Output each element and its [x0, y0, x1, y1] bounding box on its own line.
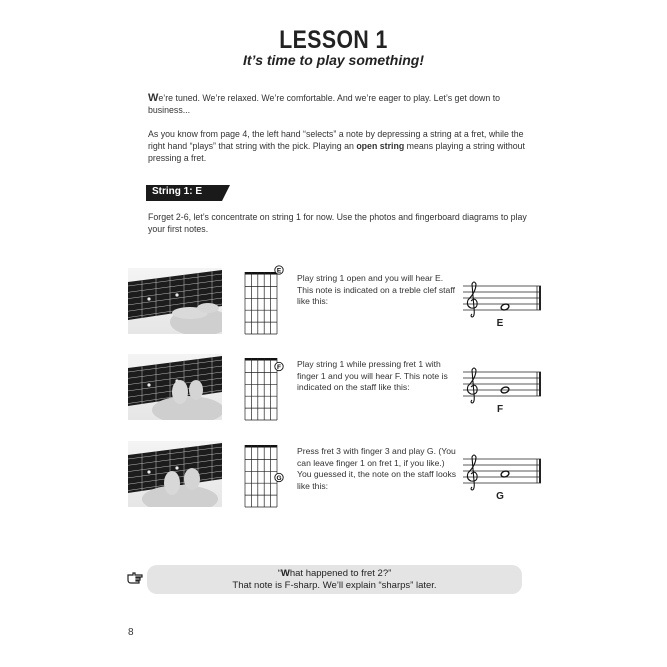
callout-question-text: hat happened to fret 2?”: [289, 568, 392, 579]
callout-answer: That note is F-sharp. We’ll explain “sharps” later.: [232, 580, 437, 591]
fingering-photo: [128, 354, 222, 420]
fingerboard-diagram: [243, 264, 287, 336]
callout-quote-open: “: [277, 568, 281, 579]
fret-marker-label: E: [276, 267, 282, 275]
intro-paragraph: [148, 92, 528, 116]
fingerboard-diagram: [243, 350, 287, 422]
treble-staff: [463, 453, 543, 493]
callout-question: [147, 568, 522, 579]
open-string-paragraph: [148, 128, 528, 164]
fret-marker-label: F: [277, 363, 281, 371]
fret-marker-label: G: [276, 474, 282, 482]
section-label: String 1: E: [152, 186, 203, 197]
note-name: F: [496, 404, 504, 415]
guitar-neck-hand-image: [128, 354, 222, 420]
note-description: Play string 1 open and you will hear E. This note is indicated on a treble clef staff like this:: [297, 273, 455, 306]
para2-before: As you know from page 4, the left hand “selects” a note by depressing a string at a fret, while the right hand “plays” that string with the pick. Playing an: [148, 129, 524, 151]
pointing-hand-icon: [127, 572, 143, 584]
page-number: 8: [128, 627, 134, 638]
para2-after: means playing a string without pressing a fret.: [148, 141, 525, 163]
treble-clef-icon: [467, 282, 477, 317]
note-description: Press fret 3 with finger 3 and play G. (You can leave finger 1 on fret 1, if you like.) You guessed it, the note on the staff looks like this:: [297, 446, 457, 491]
note-name: E: [496, 318, 504, 329]
note-name: G: [496, 491, 504, 502]
intro-text: e’re tuned. We’re relaxed. We’re comfortable. And we’re eager to play. Let’s get down to business...: [148, 93, 501, 115]
callout-dropcap: W: [280, 568, 290, 579]
page-subtitle: It’s time to play something!: [243, 52, 424, 68]
treble-clef-icon: [467, 455, 477, 490]
para2-bold: open string: [356, 141, 405, 151]
guitar-neck-hand-image: [128, 268, 222, 334]
treble-clef-icon: [467, 368, 477, 403]
guitar-neck-hand-image: [128, 441, 222, 507]
page-title: LESSON 1: [279, 26, 388, 54]
fingerboard-diagram: [243, 437, 287, 509]
treble-staff: [463, 280, 543, 320]
treble-staff: [463, 366, 543, 406]
intro-dropcap: W: [148, 92, 159, 104]
fingering-photo: [128, 441, 222, 507]
fingering-photo: [128, 268, 222, 334]
note-description: Play string 1 while pressing fret 1 with finger 1 and you will hear F. This note is indicated on the staff like this:: [297, 359, 448, 392]
section-intro: Forget 2-6, let’s concentrate on string 1 for now. Use the photos and fingerboard diagrams to play your first notes.: [148, 212, 527, 234]
